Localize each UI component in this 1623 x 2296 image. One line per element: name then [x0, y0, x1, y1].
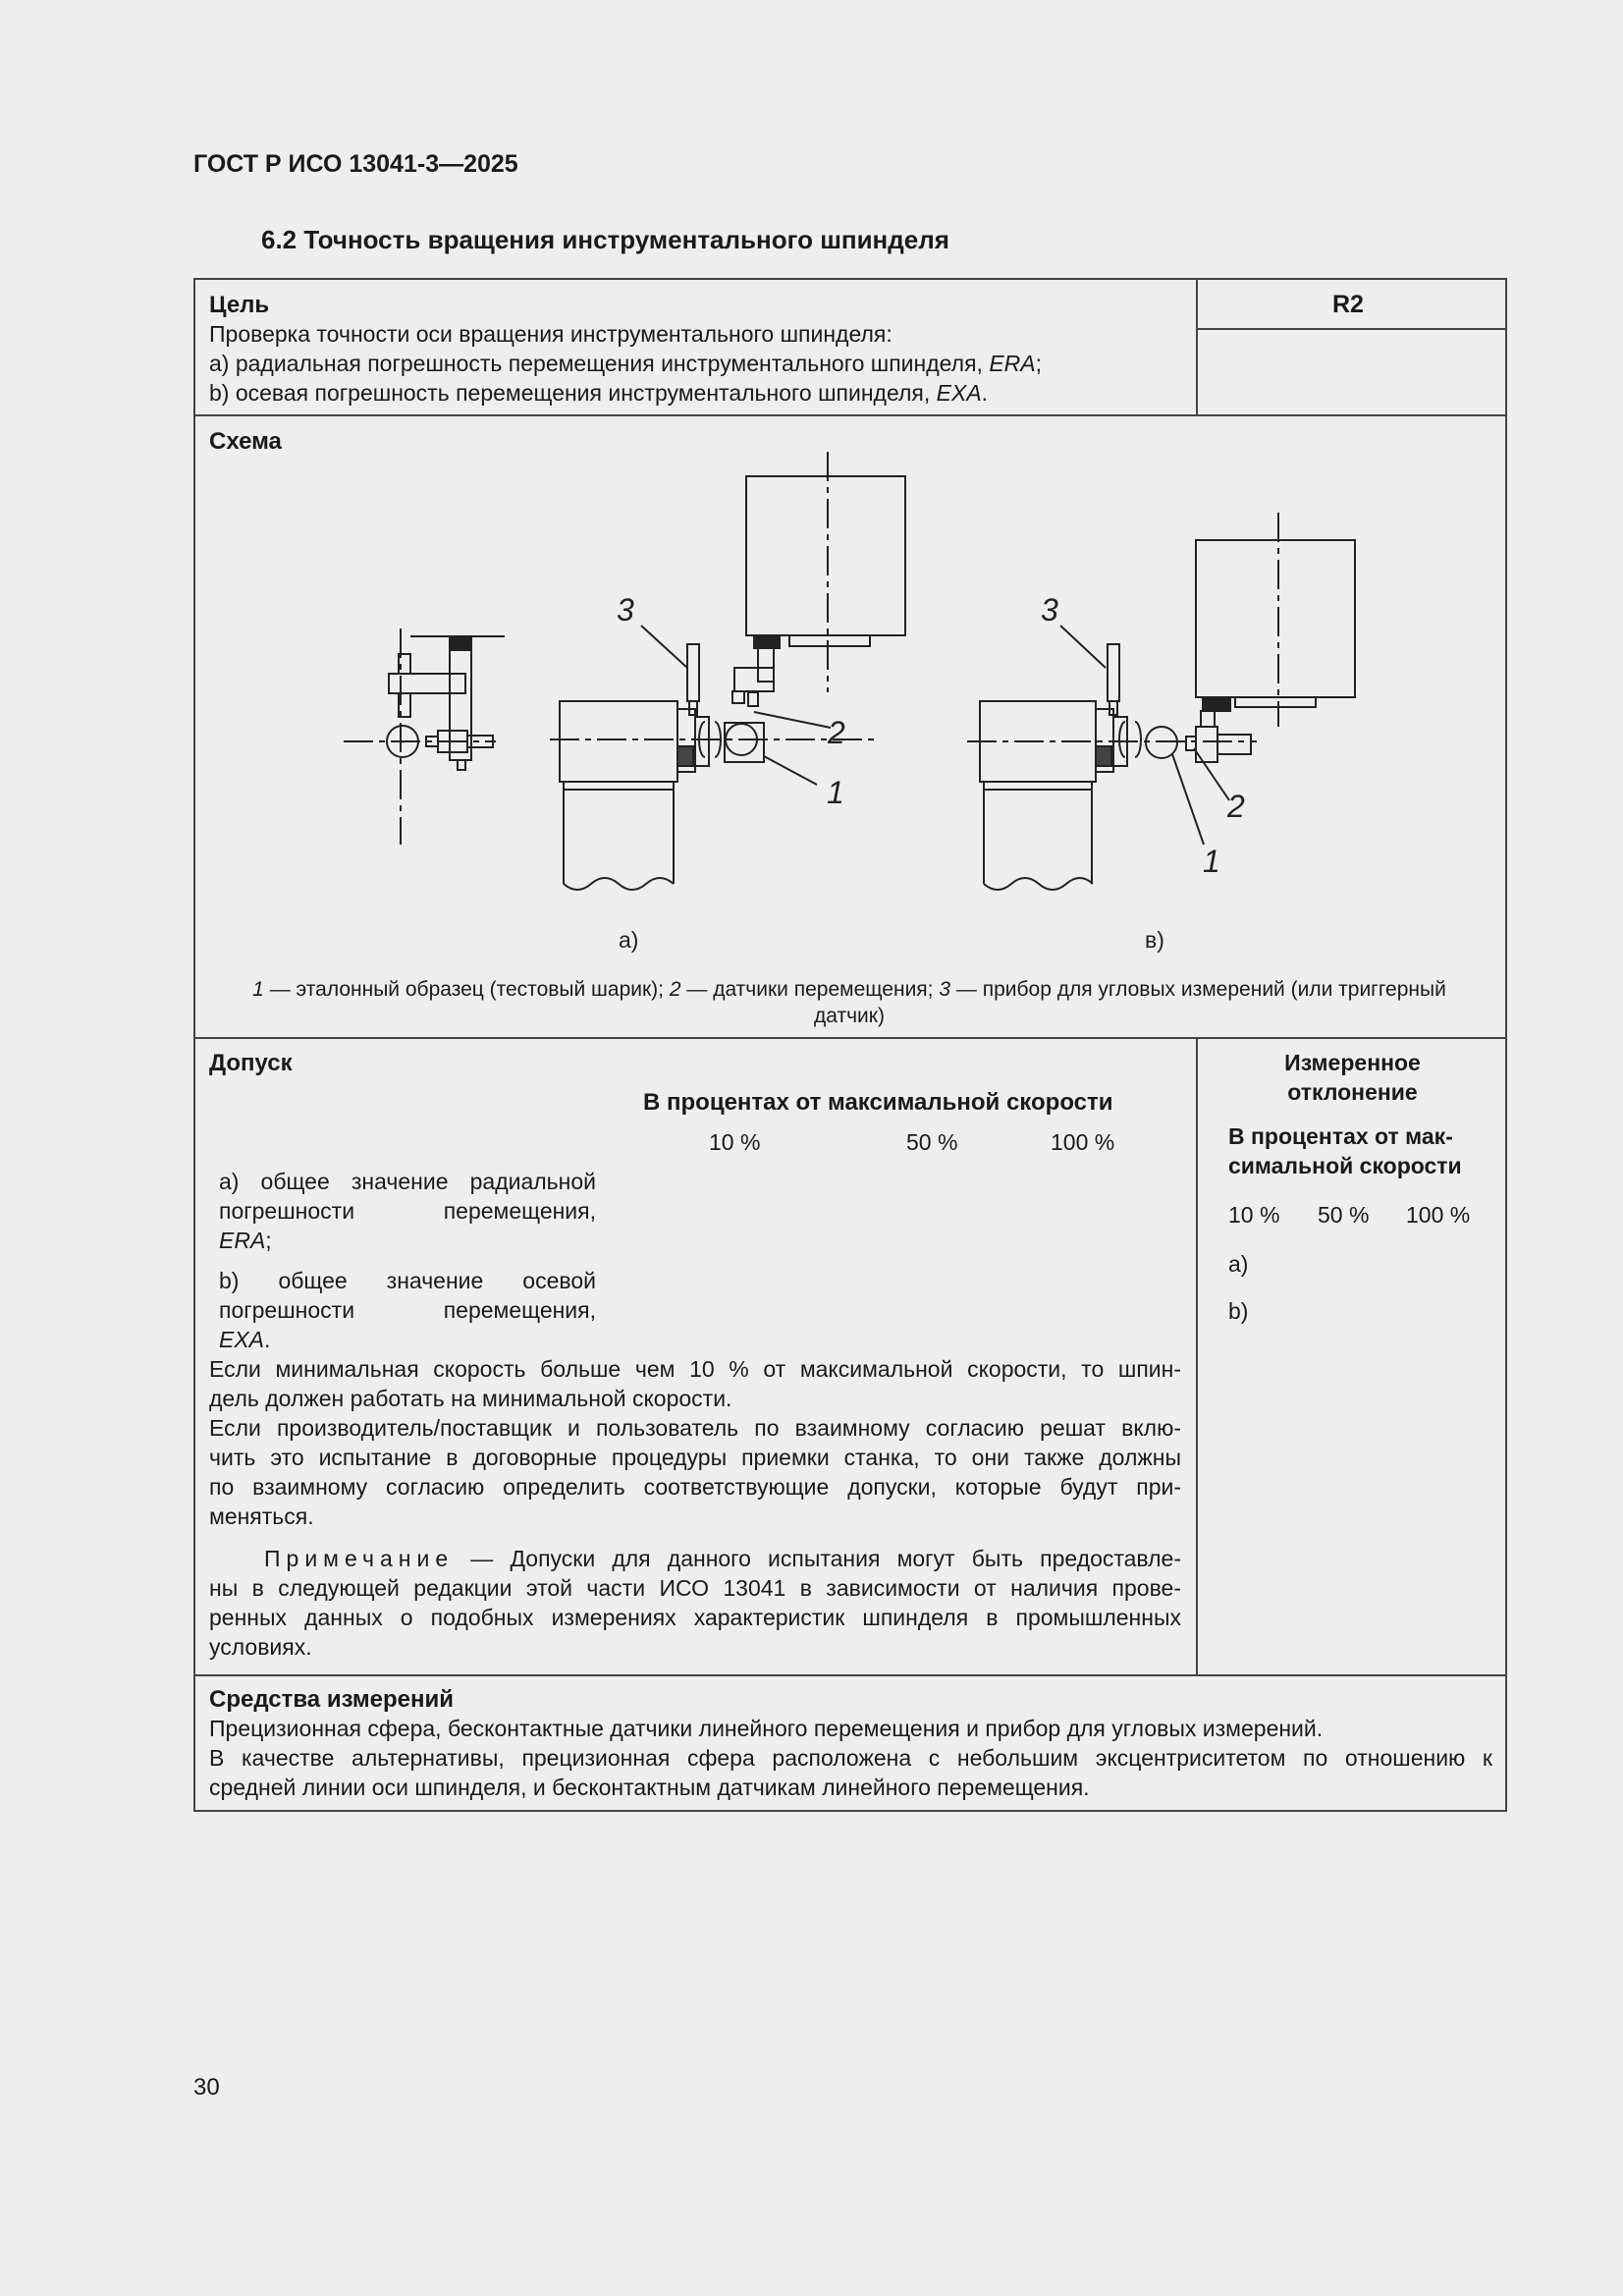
- page-number: 30: [193, 2074, 220, 2101]
- tolerance-speed-header: В процентах от максимальной скорости: [643, 1089, 1113, 1116]
- diagram-a: [344, 452, 905, 890]
- callout-3-a: 3: [617, 592, 634, 628]
- tolerance-item-a: а) общее значение радиальной погрешности перемещения, ERA;: [219, 1169, 596, 1253]
- goal-label: Цель: [209, 292, 270, 318]
- measured-title: Измеренное отклонение: [1284, 1050, 1421, 1105]
- scheme-label: Схема: [209, 428, 282, 455]
- subfigure-a-label: а): [619, 927, 639, 953]
- callout-1-a: 1: [827, 775, 844, 810]
- code-cell-bottom: [1196, 328, 1507, 330]
- tolerance-measured-divider: [1196, 1037, 1198, 1675]
- subfigure-b-label: в): [1145, 927, 1164, 953]
- measured-speed-100: 100 %: [1406, 1202, 1471, 1228]
- section-title: 6.2 Точность вращения инструментального шпинделя: [261, 225, 949, 254]
- workhead-a: [560, 701, 677, 782]
- tolerance-paragraph-1: Если минимальная скорость больше чем 10 % от максимальной скорости, то шпин- дель должен работать на минимальной скорости.: [209, 1356, 1181, 1411]
- tolerance-note: Примечание — Допуски для данного испытания могут быть предоставле- ны в следующей редакции этой части ИСО 13041 в зависимости от наличия прове- ренных данных о подобных измерениях характеристик шпинделя в промышленных условиях.: [209, 1546, 1181, 1660]
- tolerance-speed-50: 50 %: [906, 1129, 958, 1155]
- measured-speed-header: В процентах от мак- симальной скорости: [1228, 1123, 1462, 1178]
- measured-row-b: b): [1228, 1298, 1249, 1324]
- row-divider-tolerance: [193, 1674, 1507, 1676]
- goal-code-divider: [1196, 278, 1198, 415]
- row-divider-scheme: [193, 1037, 1507, 1039]
- goal-line-3: b) осевая погрешность перемещения инструментального шпинделя, EXA.: [209, 380, 989, 406]
- callout-2-a: 2: [828, 715, 845, 750]
- spindle-head-b: [1196, 540, 1355, 697]
- instruments-label: Средства измерений: [209, 1686, 455, 1713]
- spindle-head-a: [746, 476, 905, 635]
- goal-line-2: a) радиальная погрешность перемещения инструментального шпинделя, ERA;: [209, 351, 1043, 376]
- test-code: R2: [1332, 291, 1364, 318]
- tolerance-speed-100: 100 %: [1051, 1129, 1115, 1155]
- row-divider-goal: [193, 414, 1507, 416]
- callout-2-b: 2: [1227, 789, 1245, 824]
- document-header: ГОСТ Р ИСО 13041-3—2025: [193, 150, 518, 178]
- tolerance-item-b: b) общее значение осевой погрешности перемещения, EXA.: [219, 1268, 596, 1352]
- tolerance-paragraph-2: Если производитель/поставщик и пользователь по взаимному согласию решат вклю- чить это испытание в договорные процедуры приемки станка, то они также должны по взаимному согласию определить соответствующие допуски, которые будут при- меняться.: [209, 1415, 1181, 1529]
- callout-1-b: 1: [1203, 844, 1220, 879]
- goal-line-1: Проверка точности оси вращения инструментального шпинделя:: [209, 321, 893, 347]
- tolerance-label: Допуск: [209, 1050, 293, 1076]
- instruments-text: Прецизионная сфера, бесконтактные датчики линейного перемещения и прибор для угловых измерений. В качестве альтернативы, прецизионная сфера расположена с небольшим эксцентриситетом по отношению к средней линии оси шпинделя, и бесконтактным датчикам линейного перемещения.: [209, 1716, 1492, 1800]
- measured-speed-10: 10 %: [1228, 1202, 1280, 1228]
- note-label: Примечание: [264, 1546, 455, 1571]
- scheme-drawing: [324, 447, 1434, 957]
- tolerance-speed-10: 10 %: [709, 1129, 761, 1155]
- measured-speed-50: 50 %: [1318, 1202, 1370, 1228]
- scheme-legend: 1 — эталонный образец (тестовый шарик); 2 — датчики перемещения; 3 — прибор для угловых измерений (или триггерный датчик): [252, 978, 1446, 1027]
- callout-3-b: 3: [1041, 592, 1058, 628]
- diagram-b: [967, 513, 1355, 890]
- measured-row-a: а): [1228, 1251, 1249, 1277]
